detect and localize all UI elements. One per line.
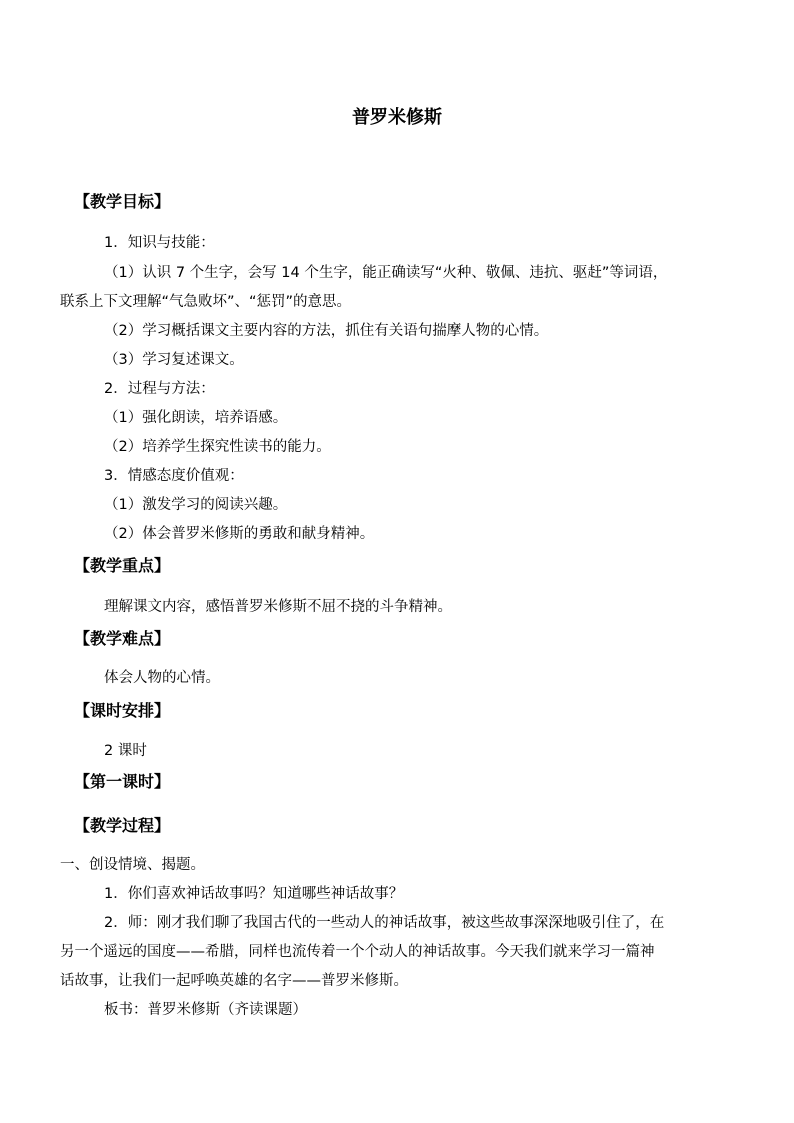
process-question-2-line2: 另一个遥远的国度——希腊，同样也流传着一个个动人的神话故事。今天我们就来学习一篇神 xyxy=(60,944,655,960)
goal-line: （1）强化朗读，培养语感。 xyxy=(104,410,288,426)
page-title: 普罗米修斯 xyxy=(352,107,442,128)
goal-line: （3）学习复述课文。 xyxy=(104,352,244,368)
goal-line: （2）培养学生探究性读书的能力。 xyxy=(104,439,331,455)
goal-line: （2）体会普罗米修斯的勇敢和献身精神。 xyxy=(104,526,375,542)
schedule-text: 2 课时 xyxy=(104,743,147,759)
process-board-text: 板书：普罗米修斯（齐读课题） xyxy=(104,1002,307,1018)
goal-line: （2）学习概括课文主要内容的方法，抓住有关语句揣摩人物的心情。 xyxy=(104,323,549,339)
goal-line: 3．情感态度价值观： xyxy=(104,468,244,484)
process-question-2-line3: 话故事，让我们一起呼唤英雄的名字——普罗米修斯。 xyxy=(60,973,408,989)
goal-line: （1）认识 7 个生字，会写 14 个生字，能正确读写“火种、敬佩、违抗、驱赶”等词语， xyxy=(104,265,668,281)
goal-line: 2．过程与方法： xyxy=(104,381,215,397)
process-question-2-line1: 2．师：刚才我们聊了我国古代的一些动人的神话故事，被这些故事深深地吸引住了，在 xyxy=(104,915,665,931)
goal-line: 联系上下文理解“气急败坏”、“惩罚”的意思。 xyxy=(60,294,352,310)
section-heading-goals: 【教学目标】 xyxy=(74,192,171,211)
process-question-1: 1．你们喜欢神话故事吗？知道哪些神话故事？ xyxy=(104,886,404,902)
section-heading-schedule: 【课时安排】 xyxy=(74,701,171,720)
section-heading-first-lesson: 【第一课时】 xyxy=(74,772,171,791)
section-heading-difficulties: 【教学难点】 xyxy=(74,629,171,648)
goal-line: 1．知识与技能： xyxy=(104,235,215,251)
section-heading-key-points: 【教学重点】 xyxy=(74,556,171,575)
goal-line: （1）激发学习的阅读兴趣。 xyxy=(104,497,288,513)
process-step-title: 一、创设情境、揭题。 xyxy=(60,857,205,873)
difficulties-text: 体会人物的心情。 xyxy=(104,670,220,686)
section-heading-process: 【教学过程】 xyxy=(74,816,171,835)
key-points-text: 理解课文内容，感悟普罗米修斯不屈不挠的斗争精神。 xyxy=(104,599,452,615)
